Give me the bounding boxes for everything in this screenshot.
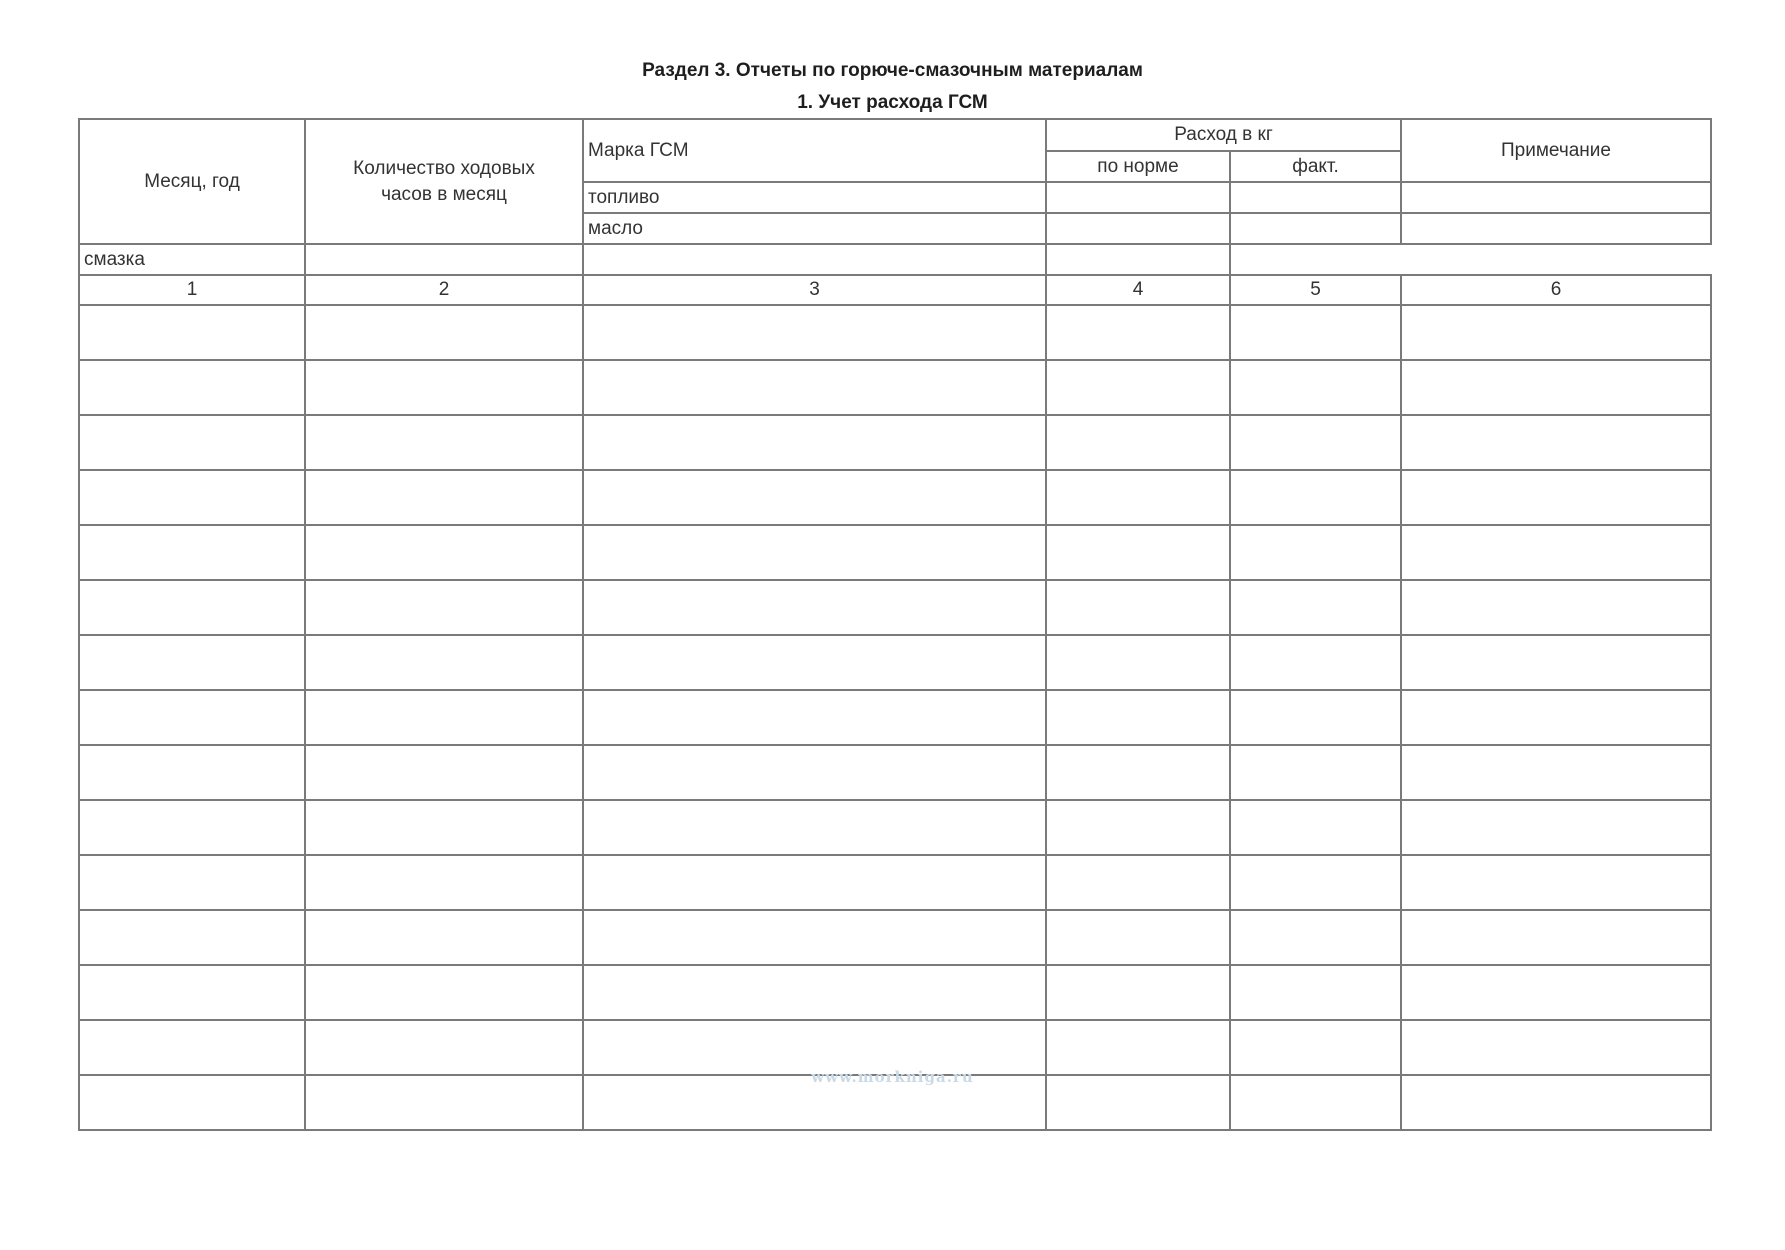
table-row <box>79 580 1711 635</box>
fuel-consumption-table <box>78 118 1712 1131</box>
column-number-3: 3 <box>583 275 1046 305</box>
cell-actual[interactable] <box>1230 965 1401 1020</box>
column-number-2: 2 <box>305 275 583 305</box>
brand-item-fuel: топливо <box>583 182 1046 213</box>
cell-running-hours[interactable] <box>305 525 583 580</box>
cell-running-hours[interactable] <box>305 580 583 635</box>
cell-month-year[interactable] <box>79 745 305 800</box>
cell-by-norm[interactable] <box>1046 745 1230 800</box>
cell-actual[interactable] <box>1230 525 1401 580</box>
actual-cell-oil[interactable] <box>1230 213 1401 244</box>
column-number-5: 5 <box>1230 275 1401 305</box>
table-row <box>79 745 1711 800</box>
norm-cell-fuel[interactable] <box>1046 182 1230 213</box>
cell-by-norm[interactable] <box>1046 525 1230 580</box>
cell-actual[interactable] <box>1230 360 1401 415</box>
cell-by-norm[interactable] <box>1046 360 1230 415</box>
column-number-4: 4 <box>1046 275 1230 305</box>
norm-cell-grease[interactable] <box>305 244 583 275</box>
cell-fuel-brand[interactable] <box>583 965 1046 1020</box>
cell-fuel-brand[interactable] <box>583 360 1046 415</box>
cell-running-hours[interactable] <box>305 415 583 470</box>
table-row <box>79 855 1711 910</box>
cell-fuel-brand[interactable] <box>583 525 1046 580</box>
cell-month-year[interactable] <box>79 525 305 580</box>
header-consumption-kg: Расход в кг <box>1046 119 1401 151</box>
cell-remark[interactable] <box>1401 1020 1711 1075</box>
header-by-norm: по норме <box>1046 151 1230 182</box>
cell-running-hours[interactable] <box>305 1020 583 1075</box>
cell-running-hours[interactable] <box>305 635 583 690</box>
cell-by-norm[interactable] <box>1046 855 1230 910</box>
cell-by-norm[interactable] <box>1046 800 1230 855</box>
cell-fuel-brand[interactable] <box>583 800 1046 855</box>
cell-running-hours[interactable] <box>305 470 583 525</box>
cell-running-hours[interactable] <box>305 910 583 965</box>
cell-by-norm[interactable] <box>1046 305 1230 360</box>
cell-by-norm[interactable] <box>1046 690 1230 745</box>
brand-item-grease: смазка <box>79 244 305 275</box>
actual-cell-grease[interactable] <box>583 244 1046 275</box>
table-row <box>79 965 1711 1020</box>
cell-running-hours[interactable] <box>305 855 583 910</box>
column-number-row <box>79 275 1711 305</box>
watermark: www.morkniga.ru <box>811 1068 974 1086</box>
cell-fuel-brand[interactable] <box>583 470 1046 525</box>
table-row <box>79 470 1711 525</box>
cell-fuel-brand[interactable] <box>583 690 1046 745</box>
cell-actual[interactable] <box>1230 470 1401 525</box>
table-subtitle: 1. Учет расхода ГСМ <box>797 92 988 113</box>
cell-actual[interactable] <box>1230 690 1401 745</box>
cell-by-norm[interactable] <box>1046 635 1230 690</box>
header-running-hours-text: Количество ходовых часов в месяц <box>353 157 535 205</box>
column-number-6: 6 <box>1401 275 1711 305</box>
table-row <box>79 635 1711 690</box>
cell-month-year[interactable] <box>79 965 305 1020</box>
cell-remark[interactable] <box>1401 305 1711 360</box>
actual-cell-fuel[interactable] <box>1230 182 1401 213</box>
cell-month-year[interactable] <box>79 855 305 910</box>
cell-month-year[interactable] <box>79 800 305 855</box>
column-number-1: 1 <box>79 275 305 305</box>
cell-fuel-brand[interactable] <box>583 745 1046 800</box>
cell-remark[interactable] <box>1401 855 1711 910</box>
cell-remark[interactable] <box>1401 690 1711 745</box>
cell-month-year[interactable] <box>79 415 305 470</box>
cell-actual[interactable] <box>1230 580 1401 635</box>
cell-actual[interactable] <box>1230 635 1401 690</box>
table-row <box>79 305 1711 360</box>
cell-running-hours[interactable] <box>305 690 583 745</box>
cell-running-hours[interactable] <box>305 965 583 1020</box>
cell-fuel-brand[interactable] <box>583 1020 1046 1075</box>
table-row <box>79 800 1711 855</box>
cell-by-norm[interactable] <box>1046 415 1230 470</box>
header-actual: факт. <box>1230 151 1401 182</box>
table-row <box>79 415 1711 470</box>
cell-remark[interactable] <box>1401 470 1711 525</box>
cell-remark[interactable] <box>1401 745 1711 800</box>
cell-month-year[interactable] <box>79 305 305 360</box>
cell-actual[interactable] <box>1230 745 1401 800</box>
cell-remark[interactable] <box>1401 965 1711 1020</box>
cell-running-hours[interactable] <box>305 360 583 415</box>
header-remark: Примечание <box>1401 119 1711 182</box>
remark-cell-grease[interactable] <box>1046 244 1230 275</box>
cell-fuel-brand[interactable] <box>583 910 1046 965</box>
cell-month-year[interactable] <box>79 1020 305 1075</box>
cell-month-year[interactable] <box>79 635 305 690</box>
cell-month-year[interactable] <box>79 470 305 525</box>
cell-by-norm[interactable] <box>1046 470 1230 525</box>
cell-running-hours[interactable] <box>305 745 583 800</box>
cell-remark[interactable] <box>1401 415 1711 470</box>
table-row <box>79 1020 1711 1075</box>
cell-month-year[interactable] <box>79 360 305 415</box>
cell-actual[interactable] <box>1230 800 1401 855</box>
norm-cell-oil[interactable] <box>1046 213 1230 244</box>
cell-fuel-brand[interactable] <box>583 305 1046 360</box>
table-row <box>79 690 1711 745</box>
cell-remark[interactable] <box>1401 525 1711 580</box>
remark-cell-fuel[interactable] <box>1401 182 1711 213</box>
cell-fuel-brand[interactable] <box>583 855 1046 910</box>
table-row <box>79 360 1711 415</box>
cell-running-hours[interactable] <box>305 800 583 855</box>
cell-actual[interactable] <box>1230 855 1401 910</box>
cell-by-norm[interactable] <box>1046 965 1230 1020</box>
cell-fuel-brand[interactable] <box>583 580 1046 635</box>
cell-fuel-brand[interactable] <box>583 635 1046 690</box>
cell-remark[interactable] <box>1401 800 1711 855</box>
cell-fuel-brand[interactable] <box>583 415 1046 470</box>
cell-by-norm[interactable] <box>1046 1020 1230 1075</box>
cell-month-year[interactable] <box>79 690 305 745</box>
cell-by-norm[interactable] <box>1046 910 1230 965</box>
cell-actual[interactable] <box>1230 305 1401 360</box>
cell-actual[interactable] <box>1230 910 1401 965</box>
table-row <box>79 525 1711 580</box>
brand-item-oil: масло <box>583 213 1046 244</box>
section-title: Раздел 3. Отчеты по горюче-смазочным материалам <box>642 60 1143 81</box>
cell-remark[interactable] <box>1401 910 1711 965</box>
cell-by-norm[interactable] <box>1046 580 1230 635</box>
cell-month-year[interactable] <box>79 910 305 965</box>
cell-actual[interactable] <box>1230 415 1401 470</box>
cell-running-hours[interactable] <box>305 305 583 360</box>
remark-cell-oil[interactable] <box>1401 213 1711 244</box>
cell-month-year[interactable] <box>79 580 305 635</box>
cell-remark[interactable] <box>1401 635 1711 690</box>
cell-actual[interactable] <box>1230 1020 1401 1075</box>
header-running-hours <box>305 119 583 244</box>
header-month-year: Месяц, год <box>79 119 305 244</box>
cell-remark[interactable] <box>1401 360 1711 415</box>
table-row <box>79 910 1711 965</box>
header-fuel-brand: Марка ГСМ <box>583 119 1046 182</box>
cell-remark[interactable] <box>1401 580 1711 635</box>
